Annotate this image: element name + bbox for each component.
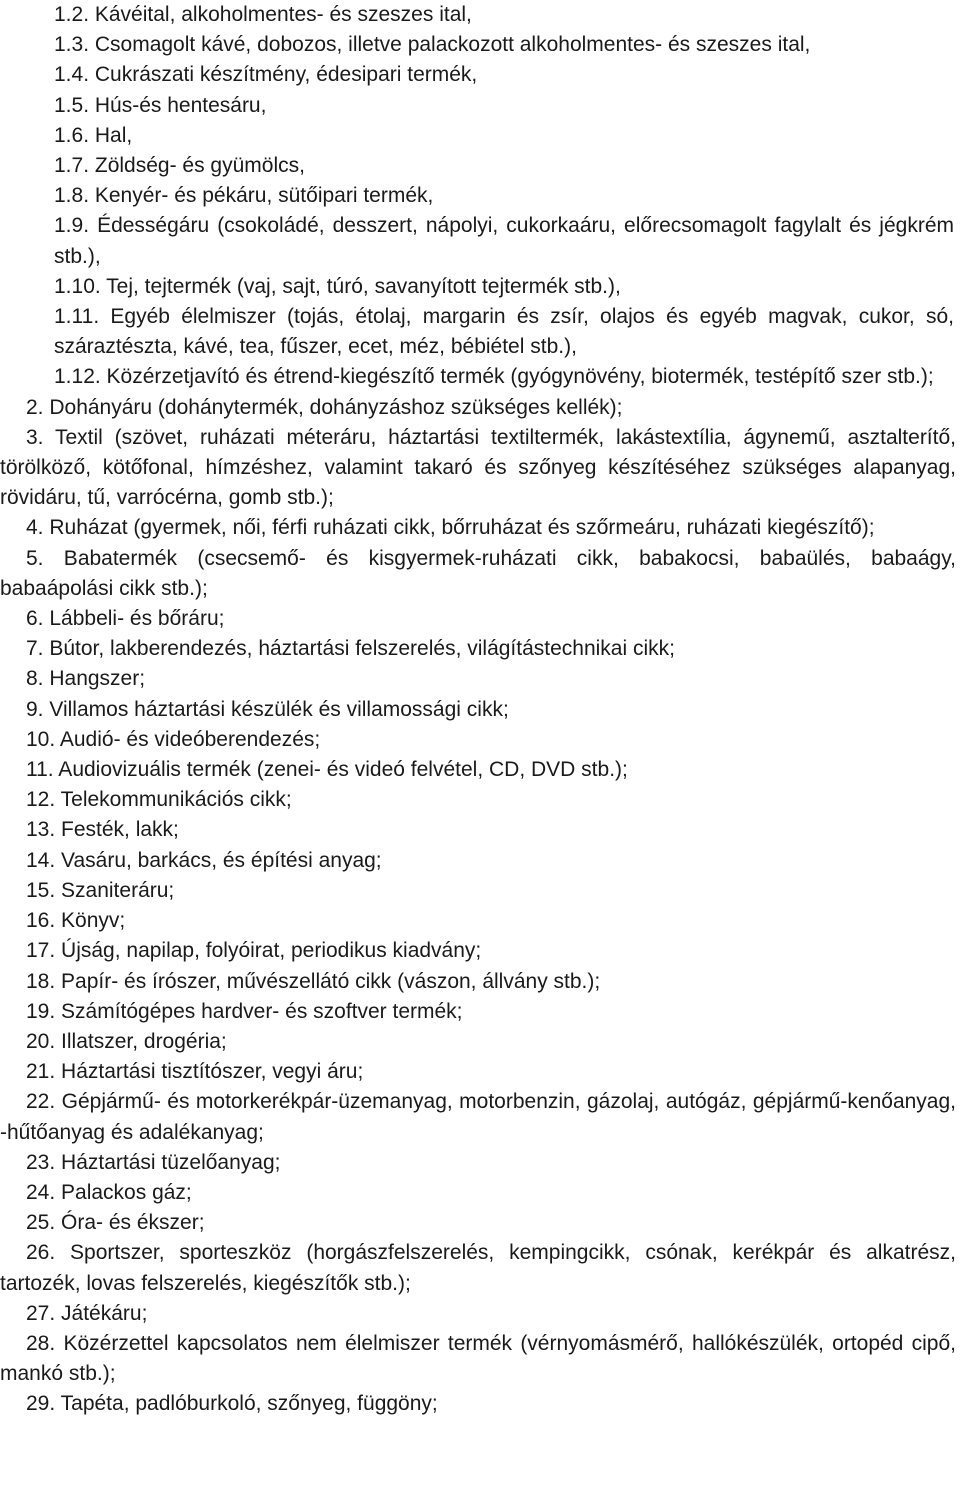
list-item: 14. Vasáru, barkács, és építési anyag; — [26, 848, 382, 872]
list-item: 29. Tapéta, padlóburkoló, szőnyeg, függöny; — [26, 1392, 438, 1416]
list-item: 10. Audió- és videóberendezés; — [26, 727, 321, 751]
list-item: 19. Számítógépes hardver- és szoftver termék; — [26, 999, 463, 1023]
list-item: 11. Audiovizuális termék (zenei- és videó felvétel, CD, DVD stb.); — [26, 758, 628, 782]
list-item: 3. Textil (szövet, ruházati méteráru, háztartási textiltermék, lakástextília, ágynemű, asztalterítő, törölköző, kötőfonal, hímzéshez, valamint takaró és szőnyeg készítéséhez szükséges alapanyag, rövidáru, tű, varrócérna, gomb stb.); — [0, 425, 956, 510]
list-item: 7. Bútor, lakberendezés, háztartási felszerelés, világítástechnikai cikk; — [26, 637, 675, 661]
list-item: 18. Papír- és írószer, művészellátó cikk (vászon, állvány stb.); — [26, 969, 601, 993]
list-item: 8. Hangszer; — [26, 667, 146, 691]
list-item: 1.11. Egyéb élelmiszer (tojás, étolaj, margarin és zsír, olajos és egyéb magvak, cukor, só, száraztészta, kávé, tea, fűszer, ecet, méz, bébiétel stb.), — [54, 305, 954, 359]
list-item: 1.8. Kenyér- és pékáru, sütőipari termék, — [54, 184, 434, 208]
list-item: 24. Palackos gáz; — [26, 1180, 192, 1204]
list-item: 1.3. Csomagolt kávé, dobozos, illetve palackozott alkoholmentes- és szeszes ital, — [54, 33, 811, 57]
list-item: 23. Háztartási tüzelőanyag; — [26, 1150, 281, 1174]
list-item: 28. Közérzettel kapcsolatos nem élelmiszer termék (vérnyomásmérő, hallókészülék, ortopéd cipő, mankó stb.); — [0, 1331, 956, 1386]
list-item: 1.12. Közérzetjavító és étrend-kiegészítő termék (gyógynövény, biotermék, testépítő szer stb.); — [54, 365, 934, 389]
list-item: 27. Játékáru; — [26, 1301, 148, 1325]
list-item: 15. Szaniteráru; — [26, 878, 175, 902]
list-item: 26. Sportszer, sporteszköz (horgászfelszerelés, kempingcikk, csónak, kerékpár és alkatrész, tartozék, lovas felszerelés, kiegészítők stb.); — [0, 1241, 956, 1295]
list-item: 20. Illatszer, drogéria; — [26, 1029, 227, 1053]
list-item: 6. Lábbeli- és bőráru; — [26, 607, 225, 631]
list-item: 17. Újság, napilap, folyóirat, periodikus kiadvány; — [26, 939, 482, 963]
list-item: 1.6. Hal, — [54, 123, 133, 147]
list-item: 9. Villamos háztartási készülék és villamossági cikk; — [26, 697, 509, 721]
list-item: 13. Festék, lakk; — [26, 818, 179, 842]
list-item: 1.10. Tej, tejtermék (vaj, sajt, túró, savanyított tejtermék stb.), — [54, 274, 621, 298]
list-item: 25. Óra- és ékszer; — [26, 1211, 205, 1235]
list-item: 1.5. Hús-és hentesáru, — [54, 93, 267, 117]
list-item: 1.4. Cukrászati készítmény, édesipari termék, — [54, 63, 478, 87]
list-item: 22. Gépjármű- és motorkerékpár-üzemanyag, motorbenzin, gázolaj, autógáz, gépjármű-kenőanyag, -hűtőanyag és adalékanyag; — [0, 1090, 956, 1144]
list-item: 4. Ruházat (gyermek, női, férfi ruházati cikk, bőrruházat és szőrmeáru, ruházati kiegészítő); — [26, 516, 875, 540]
list-item: 1.2. Kávéital, alkoholmentes- és szeszes ital, — [54, 3, 472, 26]
list-item: 5. Babatermék (csecsemő- és kisgyermek-ruházati cikk, babakocsi, babaülés, babaágy, babaápolási cikk stb.); — [0, 546, 956, 600]
list-item: 2. Dohányáru (dohánytermék, dohányzáshoz szükséges kellék); — [26, 395, 623, 419]
list-item: 1.7. Zöldség- és gyümölcs, — [54, 154, 305, 178]
list-item: 21. Háztartási tisztítószer, vegyi áru; — [26, 1060, 364, 1084]
list-item: 16. Könyv; — [26, 909, 126, 933]
list-item: 12. Telekommunikációs cikk; — [26, 788, 292, 812]
list-item: 1.9. Édességáru (csokoládé, desszert, nápolyi, cukorkaáru, előrecsomagolt fagylalt és jégkrém stb.), — [54, 214, 954, 268]
